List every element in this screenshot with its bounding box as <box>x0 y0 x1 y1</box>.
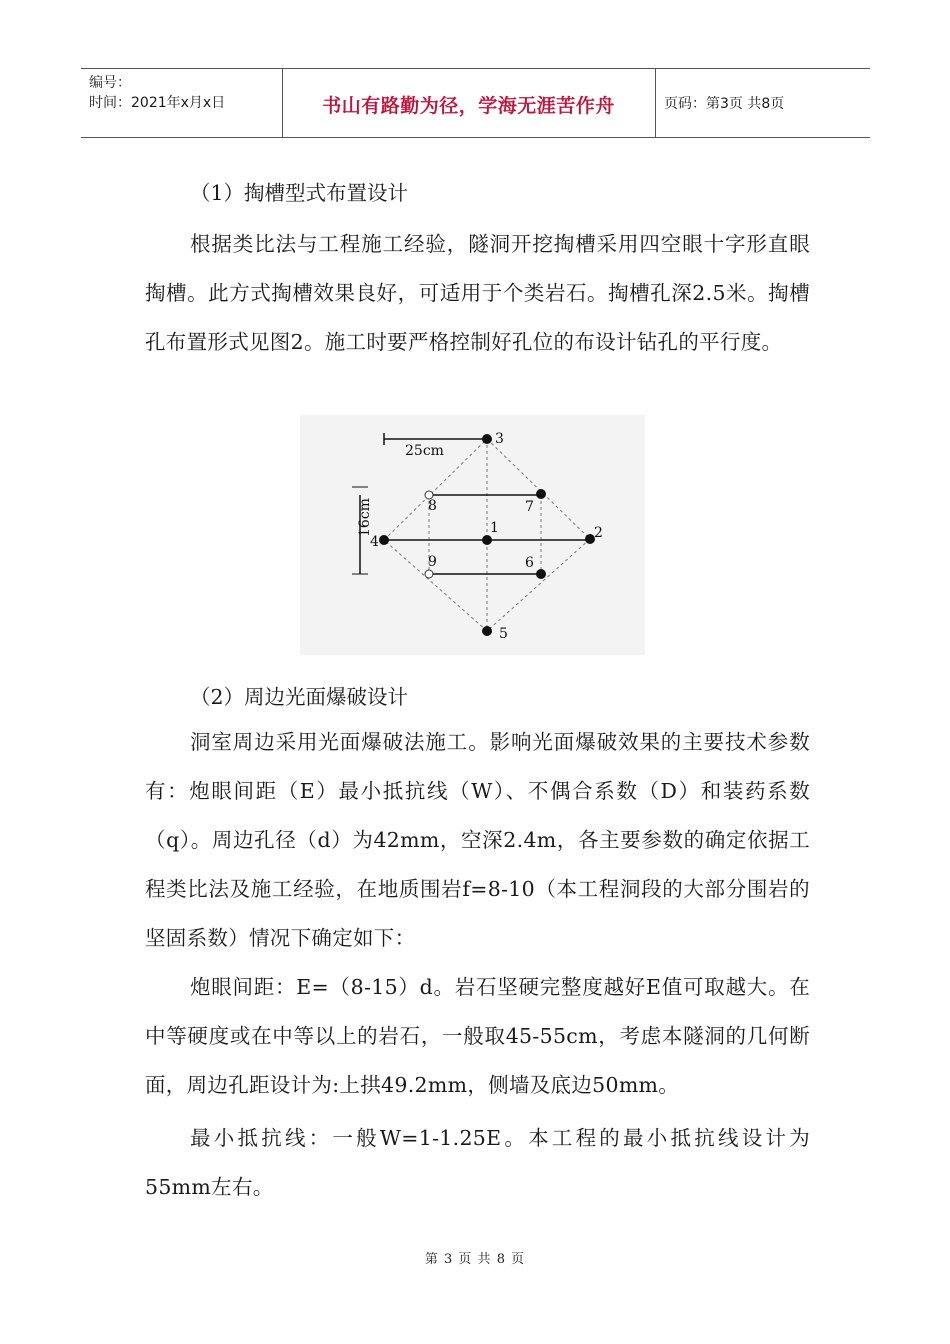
number-label: 编号： <box>89 75 131 91</box>
dim-horizontal-label: 25cm <box>405 443 444 459</box>
paragraph-cut-design: 根据类比法与工程施工经验，隧洞开挖掏槽采用四空眼十字形直眼掏槽。此方式掏槽效果良好，可适用于个类岩石。掏槽孔深2.5米。掏槽孔布置形式见图2。施工时要严格控制好孔位的布设计钻孔的平行度。 <box>145 232 810 354</box>
hole-label-5: 5 <box>499 626 508 642</box>
hole-label-7: 7 <box>525 499 534 515</box>
section-heading-cut: （1）掏槽型式布置设计 <box>190 181 409 205</box>
cut-hole-diagram-svg <box>300 415 645 655</box>
page-header <box>81 68 870 138</box>
hole-label-4: 4 <box>370 534 379 550</box>
hole-label-3: 3 <box>495 431 504 447</box>
cut-hole-diagram <box>300 415 645 655</box>
paragraph-smooth-blasting: 洞室周边采用光面爆破法施工。影响光面爆破效果的主要技术参数有：炮眼间距（E）最小抵抗线（W）、不偶合系数（D）和装药系数（q）。周边孔径（d）为42mm，空深2.4m，各主要参数的确定依据工程类比法及施工经验，在地质围岩f=8-10（本工程洞段的大部分围岩的坚固系数）情况下确定如下： <box>145 730 810 950</box>
hole-label-2: 2 <box>594 525 603 541</box>
dim-vertical-label: 16cm <box>357 498 373 537</box>
header-meta <box>89 73 279 113</box>
paragraph-hole-spacing: 炮眼间距：E=（8-15）d。岩石坚硬完整度越好E值可取越大。在中等硬度或在中等以上的岩石，一般取45-55cm，考虑本隧洞的几何断面，周边孔距设计为:上拱49.2mm，侧墙及底边50mm。 <box>145 975 810 1097</box>
paragraph-min-burden: 最小抵抗线：一般W=1-1.25E。本工程的最小抵抗线设计为55mm左右。 <box>145 1126 810 1199</box>
page-footer: 第 3 页 共 8 页 <box>424 1252 526 1267</box>
section-heading-smooth-blasting: （2）周边光面爆破设计 <box>190 685 409 709</box>
hole-label-1: 1 <box>490 520 499 536</box>
header-page-label: 页码：第3页 共8页 <box>664 96 785 112</box>
header-motto: 书山有路勤为径，学海无涯苦作舟 <box>322 95 615 117</box>
hole-label-9: 9 <box>428 554 437 570</box>
hole-label-6: 6 <box>525 555 534 571</box>
hole-label-8: 8 <box>428 498 437 514</box>
date-label: 时间：2021年x月x日 <box>89 95 226 111</box>
header-divider <box>655 69 656 137</box>
